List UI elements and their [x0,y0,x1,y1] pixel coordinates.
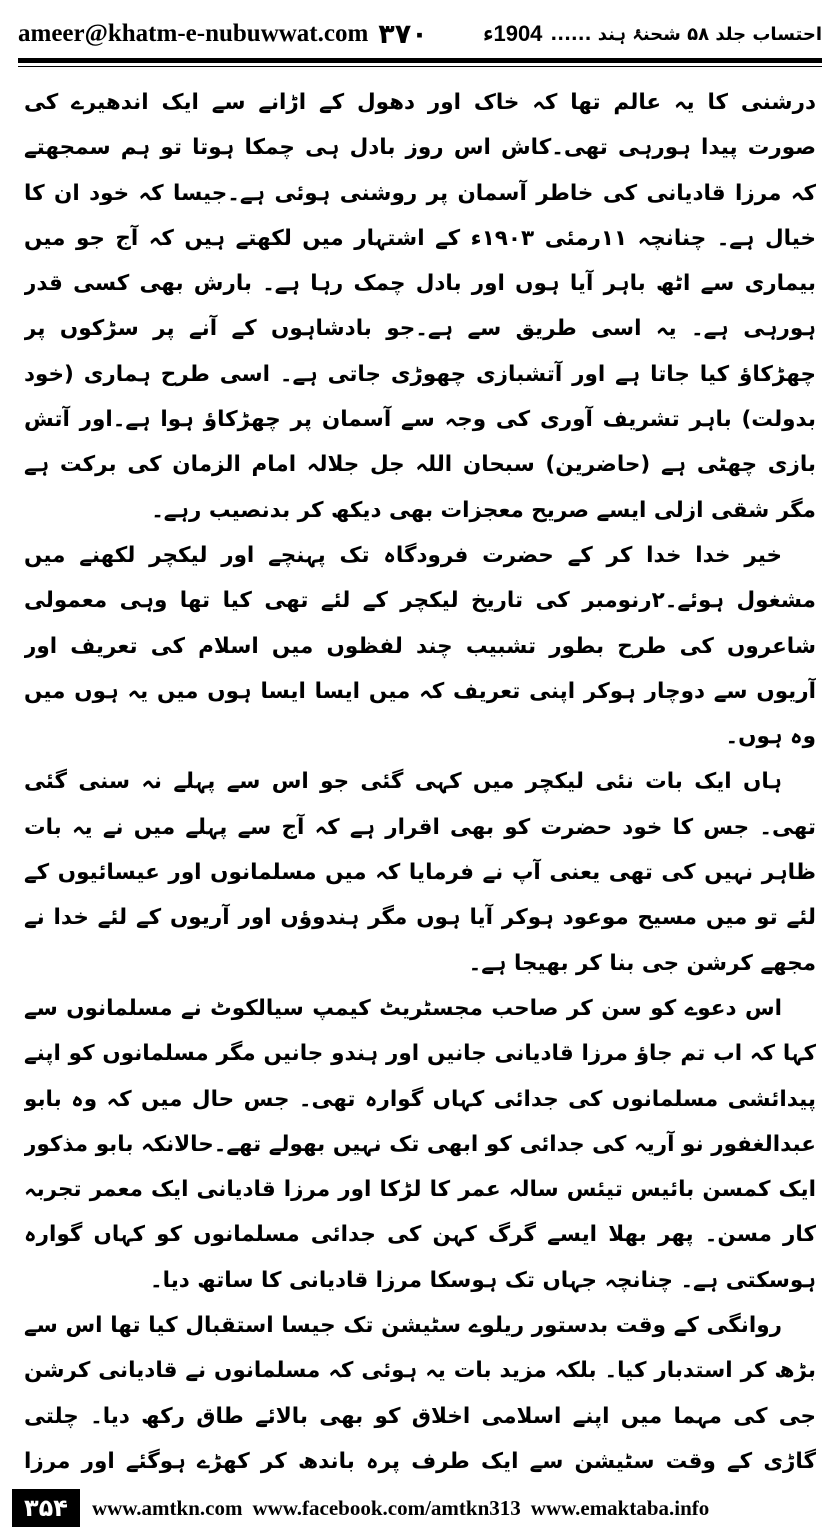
page-footer [12,1486,828,1530]
header-email[interactable]: ameer@khatm-e-nubuwwat.com [18,20,369,47]
footer-link-facebook[interactable]: www.facebook.com/amtkn313 [252,1495,521,1520]
paragraph-4: اس دعوے کو سن کر صاحب مجسٹریٹ کیمپ سیالکوٹ نے مسلمانوں سے کہا کہ اب تم جاؤ مرزا قادیانی جانیں اور ہندو جانیں مگر مسلمانوں کو اپنے پیدائشی مسلمانوں کی جدائی کہاں گوارہ تھی۔ جس حال میں کہ وہ بابو عبدالغفور نو آریہ کی جدائی کو ابھی تک نہیں بھولے تھے۔حالانکہ بابو مذکور ایک کمسن بائیس تیئس سالہ عمر کا لڑکا اور مرزا قادیانی ایک معمر تجربہ کار مسن۔ پھر بھلا ایسے گرگ کہن کی جدائی مسلمانوں کو کہاں گوارہ ہوسکتی ہے۔ چنانچہ جہاں تک ہوسکا مرزا قادیانی کا ساتھ دیا۔ [24,995,816,1293]
footer-page-number: ۳۵۴ [12,1489,80,1527]
paragraph-1: درشنی کا یہ عالم تھا کہ خاک اور دھول کے اڑانے سے ایک اندھیرے کی صورت پیدا ہورہی تھی۔کاش اس روز بادل ہی چمکا ہوتا تو ہم سمجھتے کہ مرزا قادیانی کی خاطر آسمان پر روشنی ہوئی ہے۔جیسا کہ خود ان کا خیال ہے۔ چنانچہ ۱۱رمئی ۱۹۰۳ء کے اشتہار میں لکھتے ہیں کہ آج جو میں بیماری سے اٹھ باہر آیا ہوں اور بادل چمک رہا ہے۔ بارش بھی کسی قدر ہورہی ہے۔ یہ اسی طریق سے ہے۔جو بادشاہوں کے آنے پر سڑکوں پر چھڑکاؤ کیا جاتا ہے اور آتشبازی چھوڑی جاتی ہے۔ اسی طرح ہماری (خود بدولت) باہر تشریف آوری کی وجہ سے آسمان پر چھڑکاؤ ہوا ہے۔اور آتش بازی چھٹی ہے (حاضرین) سبحان اللہ جل جلالہ امام الزمان کی برکت ہے مگر شقی ازلی ایسے صریح معجزات بھی دیکھ کر بدنصیب رہے۔ [24,90,816,523]
footer-links [92,1496,709,1521]
body-text [24,80,816,1475]
footer-link-amtkn[interactable]: www.amtkn.com [91,1495,243,1520]
paragraph-5: روانگی کے وقت بدستور ریلوے سٹیشن تک جیسا استقبال کیا تھا اس سے بڑھ کر استدبار کیا۔ بلکہ مزید بات یہ ہوئی کہ مسلمانوں نے قادیانی کرشن جی کی مہما میں اپنے اسلامی اخلاق کو بھی بالائے طاق رکھ دیا۔ چلتی گاڑی کے وقت سٹیشن سے ایک طرف پرہ باندھ کر کھڑے ہوگئے اور مرزا [24,1313,816,1474]
header-rule-thin [18,66,822,67]
footer-link-emaktaba[interactable]: www.emaktaba.info [530,1495,710,1520]
page-header [18,14,822,54]
header-rule-thick [18,58,822,63]
running-title-year: 1904ء [483,21,543,46]
running-title-text: احتساب جلد ۵۸ شحنۂ ہند ...... [550,23,822,45]
running-title [483,21,822,47]
header-left [18,19,428,50]
paragraph-2: خیر خدا خدا کر کے حضرت فرودگاہ تک پہنچے اور لیکچر لکھنے میں مشغول ہوئے۔۲رنومبر کی تاریخ لیکچر کے لئے تھی کیا تھا وہی معمولی شاعروں کی طرح بطور تشبیب چند لفظوں میں اسلام کی تعریف اور آریوں سے دوچار ہوکر اپنی تعریف کہ میں ایسا ایسا ہوں میں یہ ہوں میں وہ ہوں۔ [24,542,816,750]
paragraph-3: ہاں ایک بات نئی لیکچر میں کہی گئی جو اس سے پہلے نہ سنی گئی تھی۔ جس کا خود حضرت کو بھی اقرار ہے کہ آج سے پہلے میں نے یہ بات ظاہر نہیں کی تھی یعنی آپ نے فرمایا کہ میں مسلمانوں اور عیسائیوں کے لئے تو میں مسیح موعود ہوکر آیا ہوں مگر ہندوؤں اور آریوں کے لئے خدا نے مجھے کرشن جی بنا کر بھیجا ہے۔ [24,769,816,976]
header-page-number: ۳۷۰ [378,18,428,50]
